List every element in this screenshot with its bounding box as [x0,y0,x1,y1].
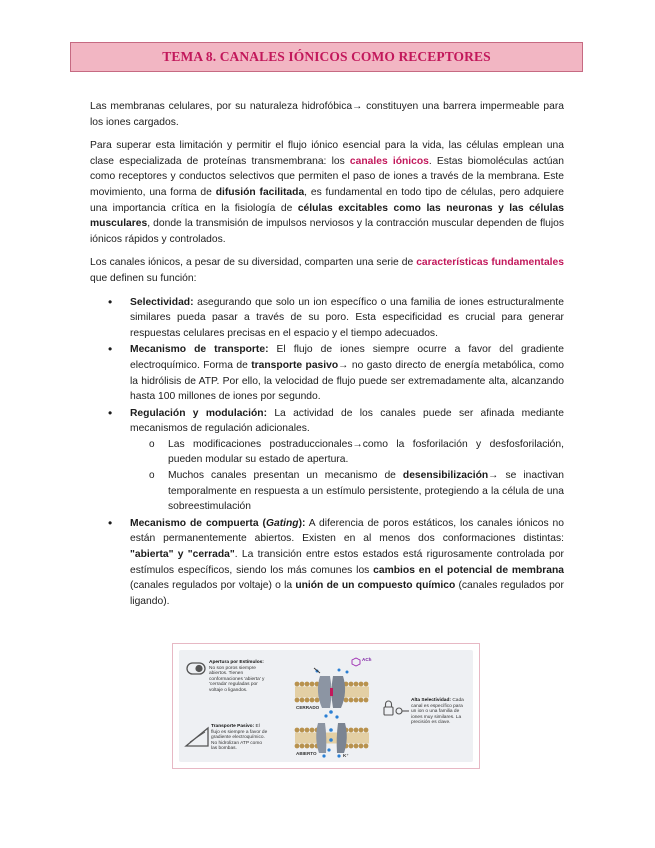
list-item-regulacion: • Regulación y modulación: La actividad de los canales puede ser afinada mediante mecanismos de regulación adicionales. o Las modificaciones postraduccionales→como la fosforilación y desfosforilación, pueden modular su estado de apertura. o Muchos canales presentan un mecanismo de desensibilización→ se inactivan temporalmente en respuesta a un estímulo persistente, protegiendo a la célula de una sobreestimulación [90,406,564,515]
list-item-selectividad: • Selectividad: asegurando que solo un ion específico o una familia de iones estructuralmente similares pueda pasar a través de su poro. Esta especificidad es crucial para generar respuestas celulares precisas en el espacio y el tiempo adecuados. [90,295,564,342]
lock-key-icon [384,701,409,715]
figure-panel [179,650,473,762]
document-body [90,99,564,610]
paragraph-intro: Las membranas celulares, por su naturaleza hidrofóbica→ constituyen una barrera impermeable para los iones cargados. [90,101,564,128]
sublist-item-modificaciones: o Las modificaciones postraduccionales→como la fosforilación y desfosforilación, pueden modular su estado de apertura. [130,437,564,468]
figure-box-apertura: Apertura por Estímulos: No son poros siempre abiertos. Tienen conformaciones 'abierta' y 'cerrada' reguladas por voltaje o ligandos. [209,660,265,693]
label-abierto: ABIERTO [296,751,317,756]
ion-channel-figure [172,643,480,769]
list-item-compuerta: • Mecanismo de compuerta (Gating): A diferencia de poros estáticos, los canales iónicos no están permanentemente abiertos. Existen en al menos dos conformaciones distintas: "abierta" y "cerrada". La transición entre estos estados está rigurosamente controlada por estímulos específicos, siendo los más comunes los cambios en el potencial de membrana (canales regulados por voltaje) o la unión de un compuesto químico (canales regulados por ligando). [90,516,564,610]
open-channel-membrane [295,723,369,753]
highlight-canales-ionicos: canales iónicos [349,155,429,167]
paragraph-ion-channels: Para superar esta limitación y permitir el flujo iónico esencial para la vida, las células emplean una clase especializada de proteínas transmembrana: los canales iónicos. Estas biomoléculas actúan como receptores y conductos selectivos que permiten el paso de iones a través de la membrana. Este movimiento, una forma de difusión facilitada, es fundamental en todo tipo de células, pero adquiere una importancia crítica en la fisiología de células excitables como las neuronas y las células musculares, donde la transmisión de impulsos nerviosos y la contracción muscular dependen de flujos iónicos rápidos y controlados. [90,140,564,245]
gradient-slope-icon [186,728,208,746]
label-cerrado: CERRADO [296,705,320,710]
page-title: TEMA 8. CANALES IÓNICOS COMO RECEPTORES [162,49,491,64]
label-ach: ACh [362,657,372,662]
list-item-transporte: • Mecanismo de transporte: El flujo de iones siempre ocurre a favor del gradiente electroquímico. Forma de transporte pasivo→ no gasto directo de energía metabólica, como la hidrólisis de ATP. Por ello, la velocidad de flujo puede ser extremadamente alta, alcanzando hasta 100 millones de iones por segundo. [90,342,564,404]
ligand-molecule-icon [352,658,360,666]
characteristics-list [90,295,564,610]
label-k-ion: K⁺ [343,753,349,758]
switch-icon [187,663,205,674]
regulation-sublist [130,437,564,515]
highlight-caracteristicas: características fundamentales [416,257,564,269]
figure-box-selectividad: Alta Selectividad: Cada canal es específico para un ion o una familia de iones muy similares. La precisión es clave. [411,698,464,726]
figure-box-transporte: Transporte Pasivo: El flujo es siempre a favor de gradiente electroquímico. No hidrolizan ATP como las bombas. [211,724,268,752]
paragraph-characteristics: Los canales iónicos, a pesar de su diversidad, comparten una serie de características fundamentales que definen su función: [90,257,564,284]
closed-channel-membrane [295,676,369,708]
sublist-item-desensibilizacion: o Muchos canales presentan un mecanismo de desensibilización→ se inactivan temporalmente en respuesta a un estímulo persistente, protegiendo a la célula de una sobreestimulación [130,468,564,515]
title-bar [70,42,583,72]
